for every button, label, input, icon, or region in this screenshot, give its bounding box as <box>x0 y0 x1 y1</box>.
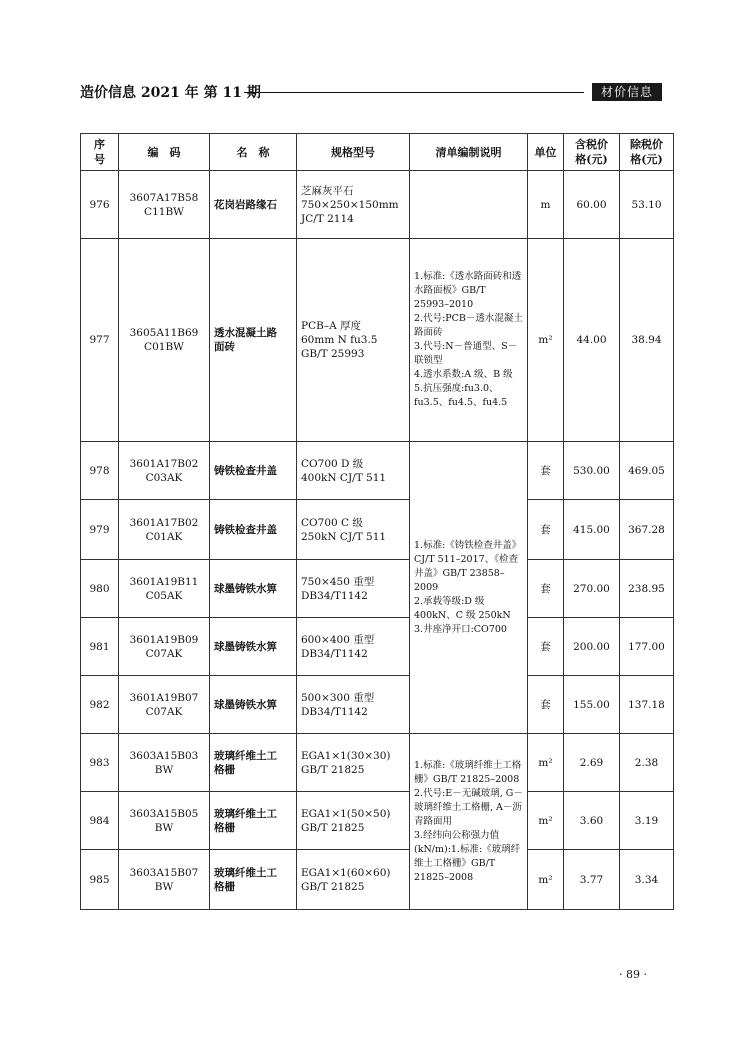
cell-spec: EGA1×1(30×30) GB/T 21825 <box>297 734 410 792</box>
cell-code: 3601A19B07 C07AK <box>119 676 210 734</box>
cell-price-notax: 3.34 <box>620 850 674 910</box>
cell-name: 玻璃纤维土工 格栅 <box>210 734 297 792</box>
cell-code: 3605A11B69 C01BW <box>119 239 210 442</box>
cell-name: 铸铁检查井盖 <box>210 500 297 560</box>
cell-desc-merged: 1.标准:《铸铁检查井盖》CJ/T 511–2017、《检查井盖》GB/T 23858–2009 2.承载等级:D 级 400kN、C 级 250kN 3.井座净开口:CO700 <box>410 442 528 734</box>
cell-unit: 套 <box>528 442 564 500</box>
cell-price-tax: 2.69 <box>564 734 620 792</box>
cell-name: 透水混凝土路 面砖 <box>210 239 297 442</box>
table-row <box>81 618 674 676</box>
cell-name: 玻璃纤维土工 格栅 <box>210 792 297 850</box>
table-row <box>81 676 674 734</box>
cell-price-notax: 367.28 <box>620 500 674 560</box>
cell-name: 玻璃纤维土工 格栅 <box>210 850 297 910</box>
table-row <box>81 171 674 239</box>
cell-name: 球墨铸铁水箅 <box>210 676 297 734</box>
table-header-row <box>81 134 674 171</box>
cell-price-notax: 137.18 <box>620 676 674 734</box>
cell-spec: 芝麻灰平石 750×250×150mm JC/T 2114 <box>297 171 410 239</box>
cell-code: 3601A19B11 C05AK <box>119 560 210 618</box>
cell-desc-merged: 1.标准:《玻璃纤维土工格栅》GB/T 21825–2008 2.代号:E－无碱玻璃, G－玻璃纤维土工格栅, A－沥青路面用 3.经纬向公称强力值(kN/m):1.标准:《玻璃纤维土工格栅》GB/T 21825–2008 <box>410 734 528 910</box>
cell-seq: 976 <box>81 171 119 239</box>
cell-price-notax: 2.38 <box>620 734 674 792</box>
cell-unit: m² <box>528 734 564 792</box>
cell-code: 3607A17B58 C11BW <box>119 171 210 239</box>
cell-price-tax: 530.00 <box>564 442 620 500</box>
cell-name: 球墨铸铁水箅 <box>210 618 297 676</box>
col-header-spec: 规格型号 <box>297 134 410 171</box>
cell-seq: 985 <box>81 850 119 910</box>
cell-spec: CO700 D 级 400kN CJ/T 511 <box>297 442 410 500</box>
col-header-seq: 序 号 <box>81 134 119 171</box>
header-rule <box>244 92 584 93</box>
cell-unit: 套 <box>528 500 564 560</box>
cell-seq: 977 <box>81 239 119 442</box>
cell-spec: EGA1×1(60×60) GB/T 21825 <box>297 850 410 910</box>
running-header <box>80 84 662 106</box>
cell-price-tax: 155.00 <box>564 676 620 734</box>
cell-name: 球墨铸铁水箅 <box>210 560 297 618</box>
table-row <box>81 850 674 910</box>
cell-price-notax: 3.19 <box>620 792 674 850</box>
cell-seq: 982 <box>81 676 119 734</box>
table-row <box>81 500 674 560</box>
cell-spec: 500×300 重型 DB34/T1142 <box>297 676 410 734</box>
cell-spec: 750×450 重型 DB34/T1142 <box>297 560 410 618</box>
cell-desc: 1.标准:《透水路面砖和透水路面板》GB/T 25993–2010 2.代号:PCB－透水混凝土路面砖 3.代号:N－普通型、S－联锁型 4.透水系数:A 级、B 级 5.抗压强度:fu3.0、fu3.5、fu4.5、fu4.5 <box>410 239 528 442</box>
cell-code: 3601A17B02 C01AK <box>119 500 210 560</box>
cell-unit: 套 <box>528 676 564 734</box>
cell-spec: PCB–A 厚度 60mm N fu3.5 GB/T 25993 <box>297 239 410 442</box>
cell-name: 花岗岩路缘石 <box>210 171 297 239</box>
page-number: · 89 · <box>619 968 647 981</box>
price-table <box>80 133 674 910</box>
table-row <box>81 792 674 850</box>
cell-spec: CO700 C 级 250kN CJ/T 511 <box>297 500 410 560</box>
cell-unit: m² <box>528 239 564 442</box>
cell-price-tax: 270.00 <box>564 560 620 618</box>
cell-price-tax: 200.00 <box>564 618 620 676</box>
col-header-price-tax: 含税价 格(元) <box>564 134 620 171</box>
cell-price-tax: 3.60 <box>564 792 620 850</box>
cell-code: 3603A15B05 BW <box>119 792 210 850</box>
cell-spec: 600×400 重型 DB34/T1142 <box>297 618 410 676</box>
col-header-name: 名 称 <box>210 134 297 171</box>
cell-seq: 984 <box>81 792 119 850</box>
cell-price-notax: 38.94 <box>620 239 674 442</box>
cell-code: 3603A15B03 BW <box>119 734 210 792</box>
cell-price-notax: 53.10 <box>620 171 674 239</box>
cell-name: 铸铁检查井盖 <box>210 442 297 500</box>
cell-desc <box>410 171 528 239</box>
cell-seq: 981 <box>81 618 119 676</box>
journal-title: 造价信息 2021 年 第 11 期 <box>80 85 261 101</box>
section-label: 材价信息 <box>592 83 662 101</box>
cell-unit: m <box>528 171 564 239</box>
cell-code: 3603A15B07 BW <box>119 850 210 910</box>
cell-price-tax: 415.00 <box>564 500 620 560</box>
cell-price-tax: 44.00 <box>564 239 620 442</box>
cell-price-notax: 177.00 <box>620 618 674 676</box>
cell-price-tax: 3.77 <box>564 850 620 910</box>
cell-price-tax: 60.00 <box>564 171 620 239</box>
cell-price-notax: 469.05 <box>620 442 674 500</box>
cell-seq: 983 <box>81 734 119 792</box>
col-header-desc: 清单编制说明 <box>410 134 528 171</box>
table-row <box>81 560 674 618</box>
table-row <box>81 442 674 500</box>
col-header-code: 编 码 <box>119 134 210 171</box>
table-row <box>81 734 674 792</box>
col-header-unit: 单位 <box>528 134 564 171</box>
cell-unit: m² <box>528 850 564 910</box>
cell-unit: 套 <box>528 618 564 676</box>
cell-seq: 978 <box>81 442 119 500</box>
cell-seq: 979 <box>81 500 119 560</box>
cell-code: 3601A19B09 C07AK <box>119 618 210 676</box>
cell-code: 3601A17B02 C03AK <box>119 442 210 500</box>
cell-unit: 套 <box>528 560 564 618</box>
cell-unit: m² <box>528 792 564 850</box>
col-header-price-notax: 除税价 格(元) <box>620 134 674 171</box>
cell-price-notax: 238.95 <box>620 560 674 618</box>
table-row <box>81 239 674 442</box>
cell-seq: 980 <box>81 560 119 618</box>
cell-spec: EGA1×1(50×50) GB/T 21825 <box>297 792 410 850</box>
